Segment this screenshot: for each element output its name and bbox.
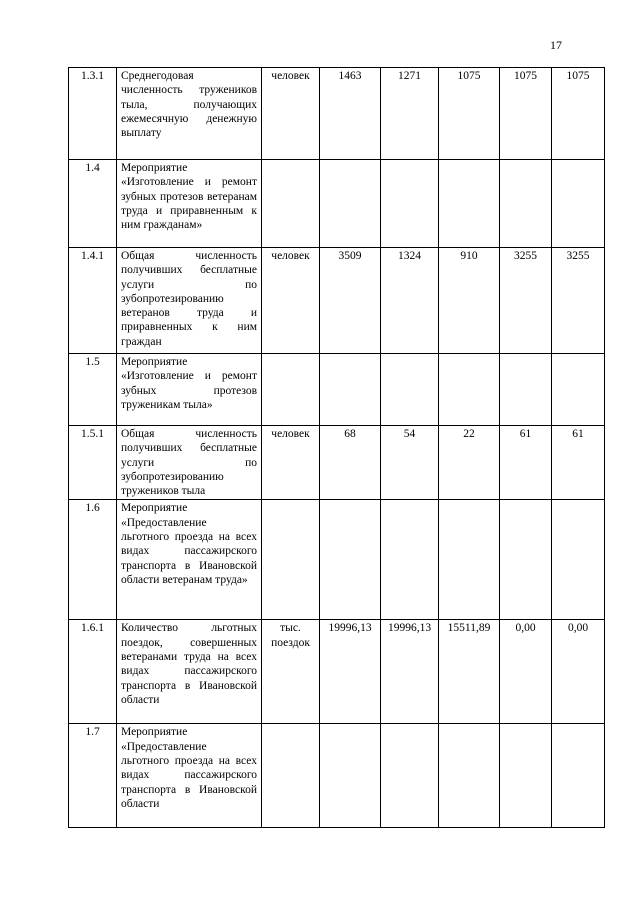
table-row [69, 160, 605, 248]
row-value [381, 724, 439, 828]
row-value [500, 354, 552, 426]
row-number: 1.5 [69, 354, 117, 426]
row-value [320, 160, 381, 248]
row-value: 1075 [552, 68, 605, 160]
row-value: 3509 [320, 248, 381, 354]
row-value [381, 500, 439, 620]
row-value: 0,00 [500, 620, 552, 724]
row-value [500, 724, 552, 828]
row-value [439, 500, 500, 620]
row-value [381, 354, 439, 426]
row-number: 1.3.1 [69, 68, 117, 160]
row-value: 19996,13 [320, 620, 381, 724]
row-value [552, 160, 605, 248]
row-value [320, 724, 381, 828]
row-name: Мероприятие «Предоставление льготного проезда на всех видах пассажирского транспорта в Ивановской области [117, 724, 262, 828]
row-value: 1463 [320, 68, 381, 160]
row-unit: человек [262, 68, 320, 160]
row-unit: тыс. поездок [262, 620, 320, 724]
row-value: 19996,13 [381, 620, 439, 724]
row-number: 1.5.1 [69, 426, 117, 500]
row-value: 1075 [500, 68, 552, 160]
row-unit [262, 724, 320, 828]
page-number: 17 [550, 38, 562, 52]
row-name: Мероприятие «Изготовление и ремонт зубных протезов ветеранам труда и приравненным к ним гражданам» [117, 160, 262, 248]
row-name: Мероприятие «Изготовление и ремонт зубных протезов труженикам тыла» [117, 354, 262, 426]
row-name: Мероприятие «Предоставление льготного проезда на всех видах пассажирского транспорта в Ивановской области ветеранам труда» [117, 500, 262, 620]
row-name: Общая численность получивших бесплатные услуги по зубопротезированию ветеранов труда и приравненных к ним граждан [117, 248, 262, 354]
row-name: Общая численность получивших бесплатные услуги по зубопротезированию тружеников тыла [117, 426, 262, 500]
table-row [69, 248, 605, 354]
row-value [439, 160, 500, 248]
row-value: 1075 [439, 68, 500, 160]
row-value: 68 [320, 426, 381, 500]
row-value [500, 160, 552, 248]
row-value [381, 160, 439, 248]
row-value [552, 500, 605, 620]
row-value: 1324 [381, 248, 439, 354]
row-value [500, 500, 552, 620]
row-value [552, 354, 605, 426]
row-unit [262, 160, 320, 248]
row-value [320, 500, 381, 620]
row-value [439, 724, 500, 828]
row-number: 1.4 [69, 160, 117, 248]
row-unit: человек [262, 248, 320, 354]
row-value: 3255 [500, 248, 552, 354]
row-value: 3255 [552, 248, 605, 354]
row-number: 1.6 [69, 500, 117, 620]
row-unit [262, 354, 320, 426]
row-value: 15511,89 [439, 620, 500, 724]
row-value: 61 [552, 426, 605, 500]
row-number: 1.6.1 [69, 620, 117, 724]
row-unit: человек [262, 426, 320, 500]
table-row [69, 426, 605, 500]
row-value [439, 354, 500, 426]
table-body [69, 68, 605, 828]
row-value: 0,00 [552, 620, 605, 724]
table-row [69, 68, 605, 160]
row-value: 910 [439, 248, 500, 354]
row-value [552, 724, 605, 828]
row-number: 1.7 [69, 724, 117, 828]
table-row [69, 620, 605, 724]
table-row [69, 354, 605, 426]
row-value: 54 [381, 426, 439, 500]
indicators-table [68, 67, 605, 828]
table-row [69, 724, 605, 828]
row-value: 61 [500, 426, 552, 500]
row-value: 1271 [381, 68, 439, 160]
table-row [69, 500, 605, 620]
row-number: 1.4.1 [69, 248, 117, 354]
row-value: 22 [439, 426, 500, 500]
row-value [320, 354, 381, 426]
row-unit [262, 500, 320, 620]
row-name: Среднегодовая численность тружеников тыла, получающих ежемесячную денежную выплату [117, 68, 262, 160]
row-name: Количество льготных поездок, совершенных ветеранами труда на всех видах пассажирского транспорта в Ивановской области [117, 620, 262, 724]
